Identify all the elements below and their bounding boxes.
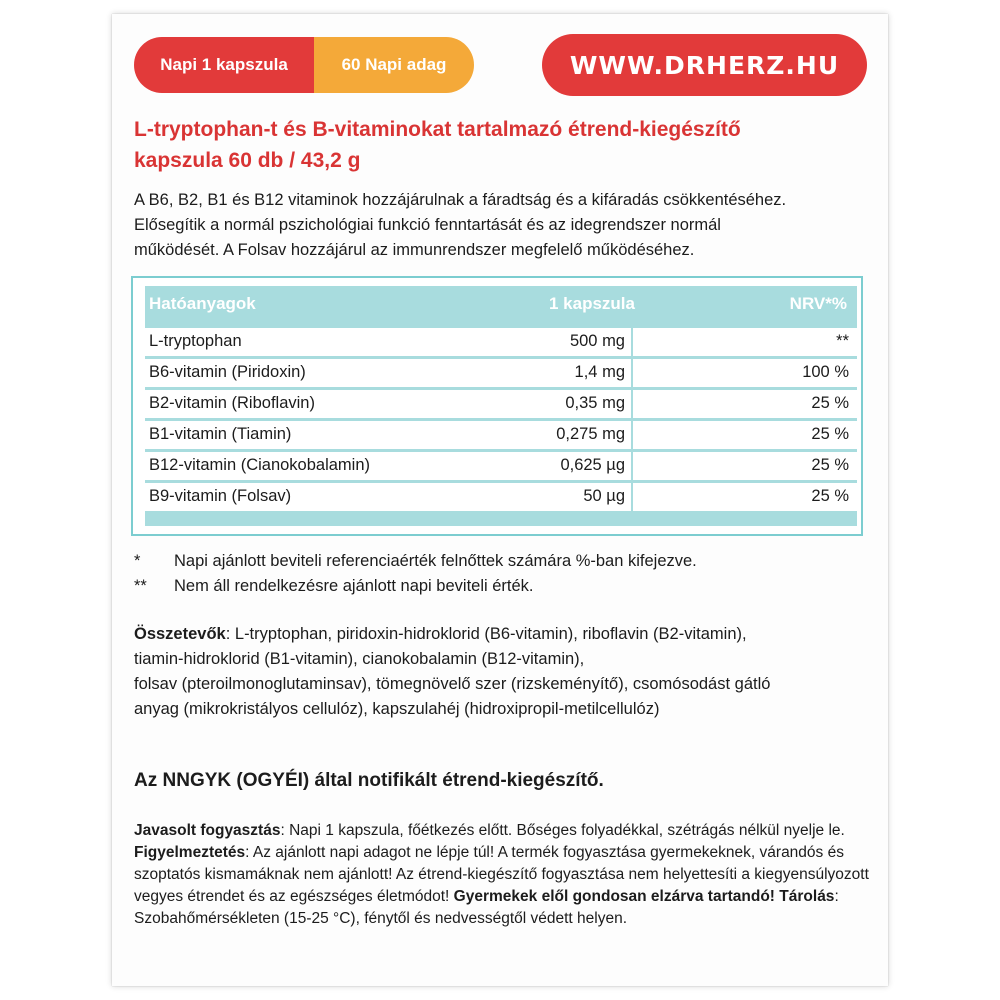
table-row [145,359,857,387]
ingredient-nrv: ** [836,332,849,350]
usage-text: : Napi 1 kapszula, főétkezés előtt. Bőséges folyadékkal, szétrágás nélkül nyelje le. [280,822,845,839]
footnote-mark: * [134,552,141,570]
ingredient-nrv: 25 % [811,394,849,412]
table-row [145,421,857,449]
usage-label: Javasolt fogyasztás [134,822,281,839]
description-line-1: A B6, B2, B1 és B12 vitaminok hozzájárulnak a fáradtság és a kifáradás csökkentéséhez. [134,191,787,209]
ingredient-name: B9-vitamin (Folsav) [149,487,292,505]
daily-dose-badge: Napi 1 kapszula [134,37,314,93]
ingredient-nrv: 100 % [802,363,849,381]
ingredients-label: Összetevők [134,625,226,643]
footnote [134,574,874,599]
product-description [134,188,874,263]
usage-instructions [134,820,874,930]
ingredient-name: B1-vitamin (Tiamin) [149,425,292,443]
description-line-3: működését. A Folsav hozzájárul az immunrendszer megfelelő működéséhez. [134,241,695,259]
ingredient-amount: 500 mg [569,332,625,350]
ingredients-line-2: tiamin-hidroklorid (B1-vitamin), cianokobalamin (B12-vitamin), [134,650,585,668]
ingredients-list [134,622,874,722]
table-header [145,288,857,322]
ingredient-nrv: 25 % [811,456,849,474]
table-row [145,452,857,480]
dose-badge [134,37,474,93]
ingredients-line-1: : L-tryptophan, piridoxin-hidroklorid (B6-vitamin), riboflavin (B2-vitamin), [225,625,747,643]
ingredient-amount: 0,275 mg [556,425,625,443]
ingredient-nrv: 25 % [811,487,849,505]
description-line-2: Elősegítik a normál pszichológiai funkció fenntartását és az idegrendszer normál [134,216,721,234]
ingredients-line-4: anyag (mikrokristályos cellulóz), kapszulahéj (hidroxipropil-metilcellulóz) [134,700,660,718]
warning-label: Figyelmeztetés [134,844,246,861]
ingredients-line-3: folsav (pteroilmonoglutaminsav), tömegnövelő szer (rizskeményítő), csomósodást gátló [134,675,771,693]
product-title-line-1: L-tryptophan-t és B-vitaminokat tartalmazó étrend-kiegészítő [134,118,741,141]
nutrition-table [131,276,863,536]
table-row [145,390,857,418]
ingredient-name: B12-vitamin (Cianokobalamin) [149,456,371,474]
ingredient-name: B2-vitamin (Riboflavin) [149,394,315,412]
product-title-line-2: kapszula 60 db / 43,2 g [134,149,361,172]
storage-label: Tárolás [779,888,835,905]
ingredient-nrv: 25 % [811,425,849,443]
warning-text: : Az ajánlott napi adagot ne lépje túl! A termék fogyasztása gyermekeknek, várandós és szoptatós kismamáknak nem ajánlott! Az étrend-kiegészítő fogyasztása nem helyettesíti a kiegyensúlyozott vegyes étrendet és az egészséges életmódot! [134,844,869,905]
footnote [134,549,874,574]
footnote-mark: ** [134,577,147,595]
header-active-ingredients: Hatóanyagok [149,294,256,313]
footnotes [134,549,874,599]
footnote-text: Nem áll rendelkezésre ajánlott napi beviteli érték. [174,577,534,595]
children-warning: Gyermekek elől gondosan elzárva tartandó! [453,888,775,905]
website-badge: WWW.DRHERZ.HU [542,34,867,96]
ingredient-amount: 0,625 µg [560,456,625,474]
ingredient-amount: 0,35 mg [565,394,625,412]
servings-badge: 60 Napi adag [314,37,474,93]
footnote-text: Napi ajánlott beviteli referenciaérték felnőttek számára %-ban kifejezve. [174,552,697,570]
notification-statement: Az NNGYK (OGYÉI) által notifikált étrend-kiegészítő. [134,770,604,791]
header-nrv: NRV*% [789,294,847,313]
ingredient-amount: 50 µg [583,487,625,505]
storage-text: : Szobahőmérsékleten (15-25 °C), fénytől és nedvességtől védett helyen. [134,888,839,927]
ingredient-amount: 1,4 mg [574,363,625,381]
ingredient-name: L-tryptophan [149,332,242,350]
header-per-capsule: 1 kapszula [549,294,635,313]
ingredient-name: B6-vitamin (Piridoxin) [149,363,306,381]
table-row [145,483,857,511]
table-row [145,328,857,356]
product-title [134,114,874,176]
